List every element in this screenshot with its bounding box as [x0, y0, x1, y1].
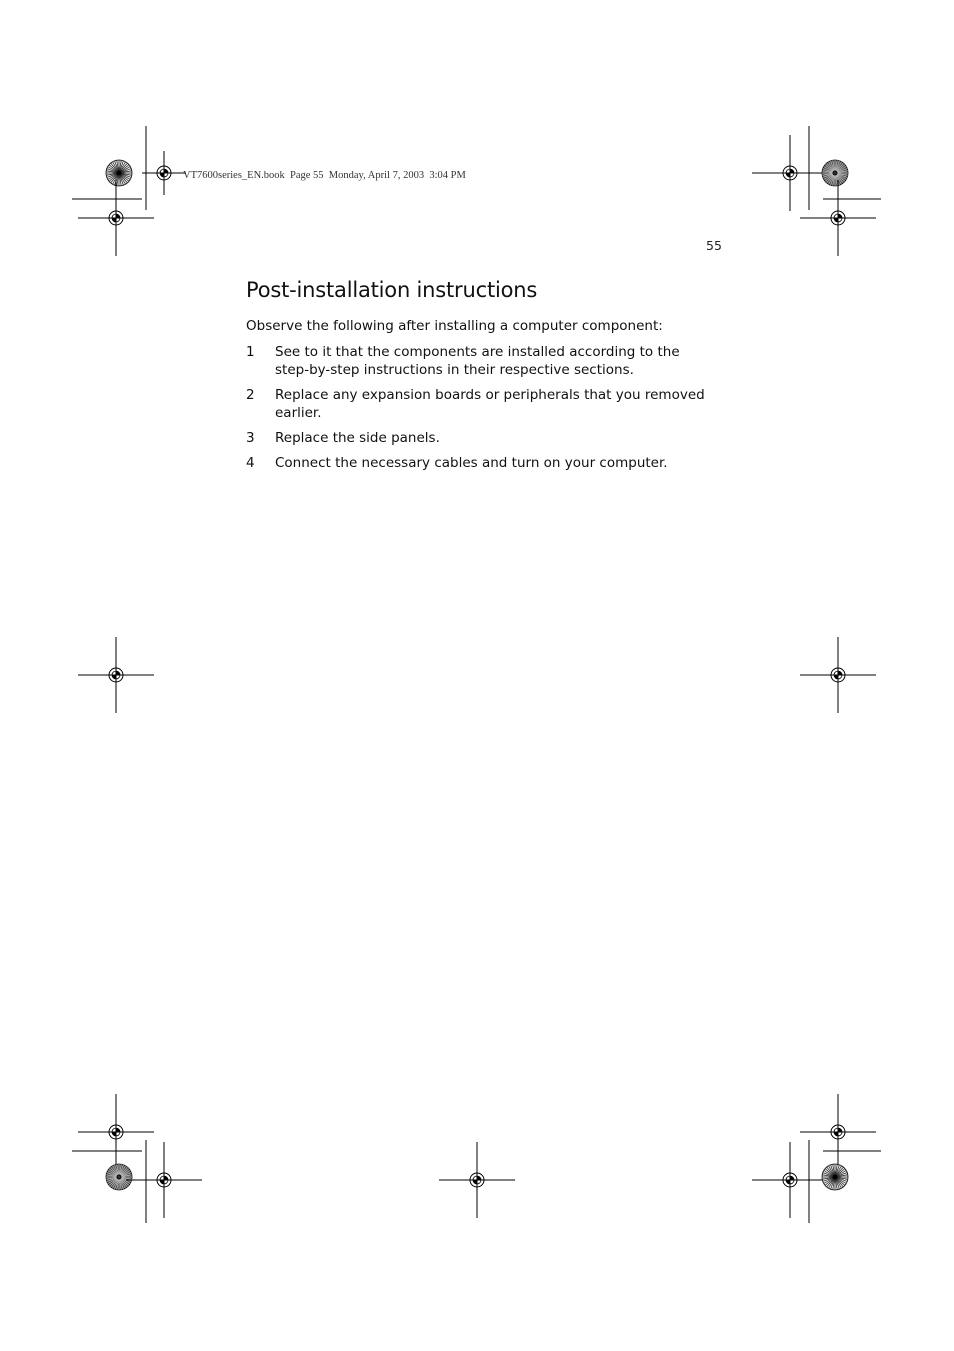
registration-mark-icon — [439, 1142, 515, 1218]
color-wheel-icon — [106, 160, 132, 186]
list-item — [246, 429, 716, 447]
steps-list — [246, 343, 716, 479]
registration-mark-icon — [800, 637, 876, 713]
list-item — [246, 454, 716, 472]
step-text: Replace any expansion boards or peripherals that you removed earlier. — [275, 387, 705, 421]
list-item — [246, 343, 716, 379]
step-text: Replace the side panels. — [275, 430, 440, 446]
registration-mark-icon — [142, 151, 186, 195]
registration-mark-icon — [78, 180, 154, 256]
color-wheel-icon — [822, 1164, 848, 1190]
registration-mark-icon — [800, 180, 876, 256]
color-wheel-icon — [822, 160, 848, 186]
registration-mark-icon — [800, 1094, 876, 1170]
registration-mark-icon — [752, 1142, 828, 1218]
intro-paragraph: Observe the following after installing a computer component: — [246, 318, 663, 334]
step-number: 2 — [246, 387, 255, 403]
page-number: 55 — [706, 238, 722, 253]
step-number: 1 — [246, 344, 255, 360]
step-number: 3 — [246, 430, 255, 446]
registration-mark-icon — [126, 1142, 202, 1218]
color-wheel-icon — [106, 1164, 132, 1190]
page-title: Post-installation instructions — [246, 278, 538, 302]
step-text: See to it that the components are installed according to the step-by-step instructions in their respective sections. — [275, 344, 680, 378]
list-item — [246, 386, 716, 422]
book-slug: VT7600series_EN.book Page 55 Monday, April 7, 2003 3:04 PM — [183, 170, 466, 181]
registration-mark-icon — [78, 637, 154, 713]
step-number: 4 — [246, 455, 255, 471]
registration-mark-icon — [78, 1094, 154, 1170]
registration-mark-icon — [752, 135, 828, 211]
step-text: Connect the necessary cables and turn on your computer. — [275, 455, 668, 471]
